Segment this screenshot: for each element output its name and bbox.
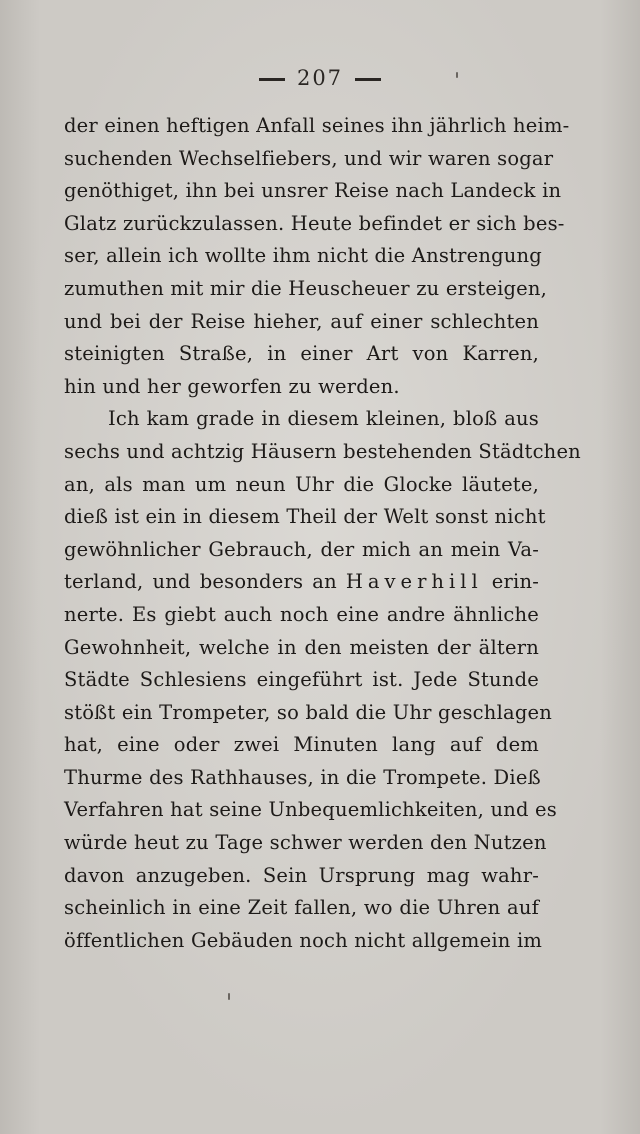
paragraph-first-line: Ich kam grade in diesem kleinen, bloß aus: [108, 407, 539, 431]
text-line: hin und her geworfen zu werden.: [64, 374, 400, 398]
page-number: 207: [296, 66, 344, 90]
text-line: öffentlichen Gebäuden noch nicht allgemein im: [64, 928, 543, 952]
text-line: stößt ein Trompeter, so bald die Uhr geschlagen: [64, 700, 553, 724]
paper-speck: [228, 993, 230, 1000]
text-line: dieß ist ein in diesem Theil der Welt sonst nicht: [64, 505, 546, 529]
text-line: würde heut zu Tage schwer werden den Nutzen: [64, 831, 547, 855]
text-line: Verfahren hat seine Unbequemlichkeiten, und es: [64, 798, 557, 822]
text-line: ser, allein ich wollte ihm nicht die Anstrengung: [64, 244, 542, 268]
paper-speck: [456, 72, 458, 78]
text-line: Thurme des Rathhauses, in die Trompete. Dieß: [64, 765, 541, 789]
text-line-with-emphasis: [64, 566, 539, 599]
page-header: [0, 66, 640, 96]
header-dash-left: [259, 78, 285, 81]
text-line: an, als man um neun Uhr die Glocke läutete,: [64, 472, 539, 496]
text-segment: terland, und besonders an: [64, 570, 337, 594]
text-line: sechs und achtzig Häusern bestehenden Städtchen: [64, 439, 581, 463]
text-line: suchenden Wechselfiebers, und wir waren sogar: [64, 146, 554, 170]
text-line: gewöhnlicher Gebrauch, der mich an mein Va-: [64, 537, 539, 561]
text-line: genöthiget, ihn bei unsrer Reise nach Landeck in: [64, 179, 562, 203]
text-line: davon anzugeben. Sein Ursprung mag wahr-: [64, 863, 539, 887]
emphasized-place-name: Haverhill: [345, 570, 483, 594]
text-line: zumuthen mit mir die Heuscheuer zu ersteigen,: [64, 276, 548, 300]
text-line: der einen heftigen Anfall seines ihn jährlich heim-: [64, 114, 570, 137]
text-line: nerte. Es giebt auch noch eine andre ähnliche: [64, 602, 539, 626]
body-text: [64, 110, 581, 957]
header-dash-right: [355, 78, 381, 81]
text-line: Glatz zurückzulassen. Heute befindet er sich bes-: [64, 211, 565, 235]
text-line: Gewohnheit, welche in den meisten der ältern: [64, 635, 539, 659]
text-line: scheinlich in eine Zeit fallen, wo die Uhren auf: [64, 896, 539, 920]
text-segment: erin-: [491, 570, 539, 594]
text-line: Städte Schlesiens eingeführt ist. Jede Stunde: [64, 668, 539, 692]
text-line: hat, eine oder zwei Minuten lang auf dem: [64, 733, 539, 757]
text-line: steinigten Straße, in einer Art von Karren,: [64, 342, 539, 366]
text-line: und bei der Reise hieher, auf einer schlechten: [64, 309, 539, 333]
